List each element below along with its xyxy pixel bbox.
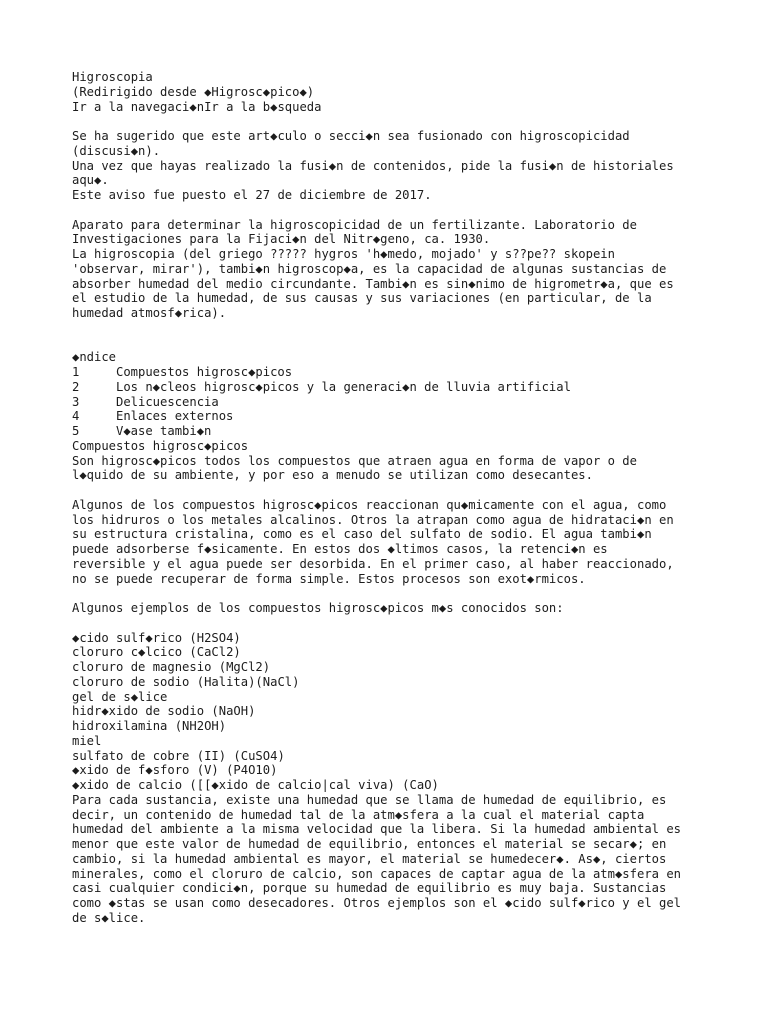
toc-item-number: 1: [72, 365, 80, 379]
paragraph-line: reversible y el agua puede ser desorbida. En el primer caso, al haber reaccionado,: [72, 556, 674, 571]
paragraph-line: casi cualquier condici◆n, porque su humedad de equilibrio es muy baja. Sustancias: [72, 881, 667, 896]
paragraph-line: su estructura cristalina, como es el caso del sulfato de sodio. El agua tambi◆n: [72, 527, 652, 542]
intro-line: Investigaciones para la Fijaci◆n del Nitr◆geno, ca. 1930.: [72, 232, 491, 247]
toc-item-label[interactable]: Compuestos higrosc◆picos: [116, 365, 293, 379]
toc-item[interactable]: [72, 409, 712, 424]
list-item: ◆xido de f◆sforo (V) (P4O10): [72, 763, 278, 778]
intro-line: el estudio de la humedad, de sus causas y sus variaciones (en particular, de la: [72, 291, 652, 306]
toc-item-number: 4: [72, 409, 80, 424]
paragraph-line: los hidruros o los metales alcalinos. Otros la atrapan como agua de hidrataci◆n en: [72, 512, 674, 527]
paragraph-line: cambio, si la humedad ambiental es mayor, el material se humedecer◆. As◆, ciertos: [72, 851, 667, 866]
section-heading: Compuestos higrosc◆picos: [72, 438, 249, 453]
notice-line: aqu◆.: [72, 173, 109, 188]
document-page: [72, 70, 712, 926]
list-item: hidr◆xido de sodio (NaOH): [72, 704, 256, 719]
toc-item-number: 2: [72, 379, 80, 394]
list-item: miel: [72, 733, 102, 748]
list-item: hidroxilamina (NH2OH): [72, 719, 227, 733]
notice-line: Una vez que hayas realizado la fusi◆n de contenidos, pide la fusi◆n de historiales: [72, 158, 674, 173]
toc-item-label[interactable]: Enlaces externos: [116, 409, 234, 424]
intro-line: 'observar, mirar'), tambi◆n higroscop◆a, es la capacidad de algunas sustancias de: [72, 261, 667, 276]
paragraph-line: puede adsorberse f◆sicamente. En estos dos ◆ltimos casos, la retenci◆n es: [72, 542, 608, 556]
toc-item-label[interactable]: Delicuescencia: [116, 394, 219, 409]
paragraph-line: humedad del ambiente a la misma velocidad que la libera. Si la humedad ambiental es: [72, 822, 682, 837]
section-compuestos: [72, 439, 712, 926]
notice-line: (discusi◆n).: [72, 143, 161, 158]
intro-line: La higroscopia (del griego ????? hygros 'h◆medo, mojado' y s??pe?? skopein: [72, 247, 615, 261]
paragraph-line: Son higrosc◆picos todos los compuestos que atraen agua en forma de vapor o de: [72, 453, 637, 468]
toc-item-number: 5: [72, 424, 80, 438]
intro-line: humedad atmosf◆rica).: [72, 306, 227, 320]
toc-item[interactable]: [72, 365, 712, 380]
navigation-links[interactable]: Ir a la navegaci◆nIr a la b◆squeda: [72, 99, 322, 114]
list-item: sulfato de cobre (II) (CuSO4): [72, 748, 285, 763]
toc-item-number: 3: [72, 394, 80, 409]
paragraph-line: de s◆lice.: [72, 910, 146, 925]
paragraph-line: minerales, como el cloruro de calcio, son capaces de captar agua de la atm◆sfera en: [72, 866, 682, 881]
list-item: cloruro de sodio (Halita)(NaCl): [72, 674, 300, 689]
list-item: cloruro de magnesio (MgCl2): [72, 660, 271, 674]
examples-intro: Algunos ejemplos de los compuestos higrosc◆picos m◆s conocidos son:: [72, 601, 564, 615]
toc-item[interactable]: [72, 380, 712, 395]
paragraph-line: Algunos de los compuestos higrosc◆picos reaccionan qu◆micamente con el agua, como: [72, 497, 667, 512]
table-of-contents: [72, 350, 712, 439]
examples-list: [72, 631, 712, 793]
paragraph-line: decir, un contenido de humedad tal de la atm◆sfera a la cual el material capta: [72, 807, 645, 822]
list-item: gel de s◆lice: [72, 689, 168, 704]
paragraph-line: no se puede recuperar de forma simple. Estos procesos son exot◆rmicos.: [72, 571, 586, 586]
intro-line: Aparato para determinar la higroscopicidad de un fertilizante. Laboratorio de: [72, 217, 637, 232]
intro-paragraph: [72, 218, 712, 321]
merge-notice: [72, 129, 712, 203]
notice-line: Este aviso fue puesto el 27 de diciembre de 2017.: [72, 188, 432, 202]
paragraph-line: como ◆stas se usan como desecadores. Otros ejemplos son el ◆cido sulf◆rico y el gel: [72, 896, 682, 910]
notice-line: Se ha sugerido que este art◆culo o secci◆n sea fusionado con higroscopicidad: [72, 129, 630, 143]
page-title: Higroscopia: [72, 70, 153, 84]
list-item: cloruro c◆lcico (CaCl2): [72, 645, 241, 660]
redirect-note: (Redirigido desde ◆Higrosc◆pico◆): [72, 84, 315, 99]
toc-heading: ◆ndice: [72, 350, 117, 365]
toc-item[interactable]: [72, 424, 712, 439]
paragraph-line: menor que este valor de humedad de equilibrio, entonces el material se secar◆; en: [72, 837, 667, 851]
paragraph-line: Para cada sustancia, existe una humedad que se llama de humedad de equilibrio, es: [72, 792, 667, 807]
toc-item[interactable]: [72, 395, 712, 410]
list-item: ◆xido de calcio ([[◆xido de calcio|cal viva) (CaO): [72, 778, 439, 792]
paragraph-line: l◆quido de su ambiente, y por eso a menudo se utilizan como desecantes.: [72, 468, 593, 483]
toc-item-label[interactable]: Los n◆cleos higrosc◆picos y la generaci◆n de lluvia artificial: [116, 379, 571, 394]
intro-line: absorber humedad del medio circundante. Tambi◆n es sin◆nimo de higrometr◆a, que es: [72, 276, 674, 291]
toc-item-label[interactable]: V◆ase tambi◆n: [116, 424, 212, 438]
list-item: ◆cido sulf◆rico (H2SO4): [72, 630, 241, 645]
